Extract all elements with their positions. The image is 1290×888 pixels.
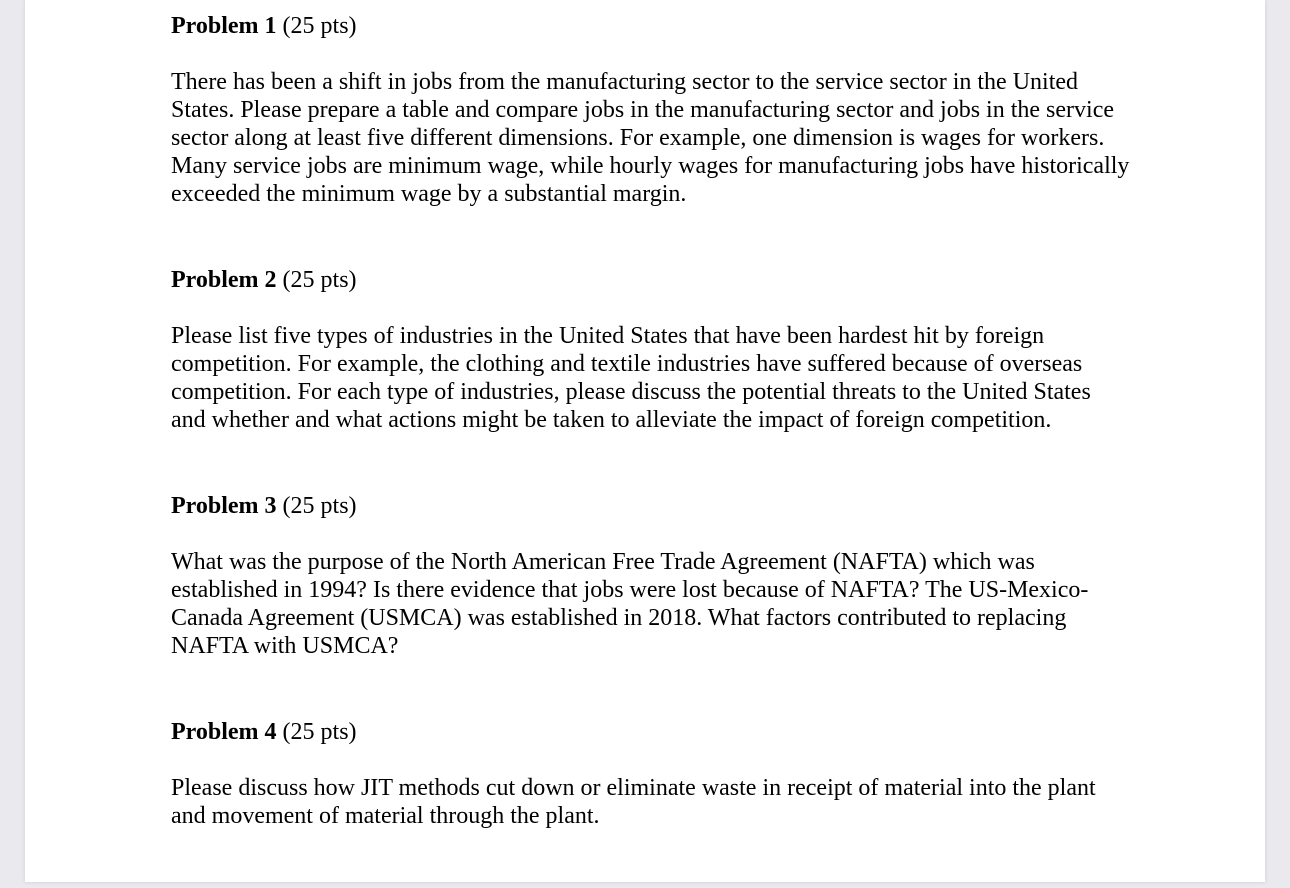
problem-4-title: Problem 4 — [171, 719, 277, 745]
problem-4 — [171, 718, 1131, 830]
problem-3-title: Problem 3 — [171, 493, 277, 519]
problem-3-heading — [171, 492, 1131, 520]
problem-1 — [171, 12, 1131, 208]
problem-2-points: (25 pts) — [282, 267, 357, 293]
problem-4-text: Please discuss how JIT methods cut down or eliminate waste in receipt of material into the plant and movement of material through the plant. — [171, 775, 1096, 829]
problem-1-title: Problem 1 — [171, 13, 277, 39]
document-page — [25, 0, 1265, 882]
problem-1-heading — [171, 12, 1131, 40]
problem-4-heading — [171, 718, 1131, 746]
document-content — [171, 12, 1131, 888]
problem-1-text: There has been a shift in jobs from the manufacturing sector to the service sector in the United States. Please prepare a table and compare jobs in the manufacturing sector and jobs in the service sector along at least five different dimensions. For example, one dimension is wages for workers. Many service jobs are minimum wage, while hourly wages for manufacturing jobs have historically exceeded the minimum wage by a substantial margin. — [171, 69, 1130, 207]
problem-2 — [171, 266, 1131, 434]
problem-4-points: (25 pts) — [282, 719, 357, 745]
problem-3 — [171, 492, 1131, 660]
problem-3-text: What was the purpose of the North American Free Trade Agreement (NAFTA) which was established in 1994? Is there evidence that jobs were lost because of NAFTA? The US-Mexico-Canada Agreement (USMCA) was established in 2018. What factors contributed to replacing NAFTA with USMCA? — [171, 549, 1089, 659]
problem-1-points: (25 pts) — [282, 13, 357, 39]
problem-2-heading — [171, 266, 1131, 294]
problem-3-points: (25 pts) — [282, 493, 357, 519]
problem-2-title: Problem 2 — [171, 267, 277, 293]
problem-2-text: Please list five types of industries in the United States that have been hardest hit by foreign competition. For example, the clothing and textile industries have suffered because of overseas competition. For each type of industries, please discuss the potential threats to the United States and whether and what actions might be taken to alleviate the impact of foreign competition. — [171, 323, 1091, 433]
